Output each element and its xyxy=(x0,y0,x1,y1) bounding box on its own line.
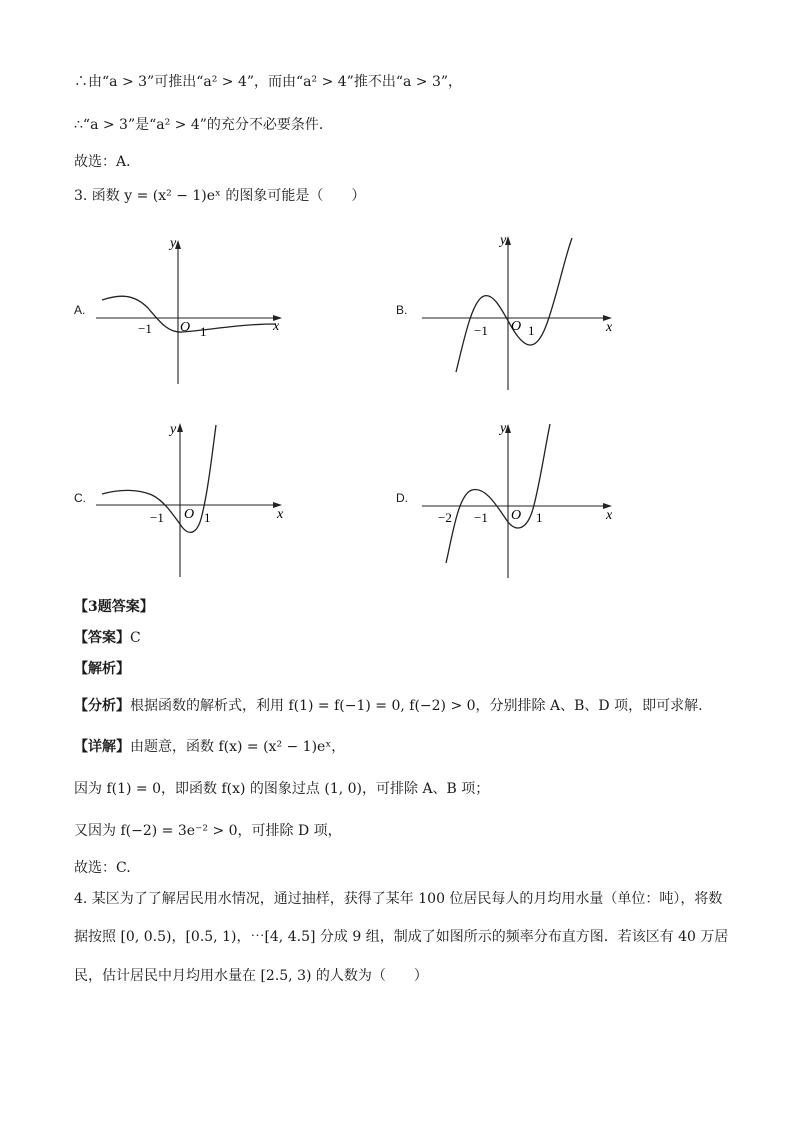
solution-line-2: ∴“a > 3”是“a² > 4”的充分不必要条件． xyxy=(74,117,333,133)
option-d-graph xyxy=(418,418,618,583)
y-label: y xyxy=(500,421,507,436)
tick-1: 1 xyxy=(528,323,535,338)
solution-line-1: ∴由“a > 3”可推出“a² > 4”，而由“a² > 4”推不出“a > 3”， xyxy=(74,74,463,90)
option-d-label: D. xyxy=(396,491,408,505)
tick-neg1: −1 xyxy=(474,323,488,338)
fenxi-line xyxy=(74,696,703,716)
origin-label: O xyxy=(511,319,522,334)
curve xyxy=(446,424,550,563)
tick-neg2: −2 xyxy=(438,510,452,525)
answer-value: C xyxy=(130,630,141,646)
origin-label: O xyxy=(511,508,522,523)
tick-neg1: −1 xyxy=(150,510,164,525)
analysis-tag xyxy=(74,659,130,679)
answer-tag-text: 【3题答案】 xyxy=(74,599,154,615)
xiangjie-line xyxy=(74,737,345,757)
x-label: x xyxy=(277,507,284,522)
origin-label: O xyxy=(180,320,191,335)
option-a-label: A. xyxy=(74,303,86,317)
detail-line-a: 因为 f(1) = 0，即函数 f(x) 的图象过点 (1, 0)，可排除 A、B 项； xyxy=(74,781,490,797)
x-label: x xyxy=(606,320,613,335)
analysis-tag-text: 【解析】 xyxy=(74,661,130,677)
option-b-label: B. xyxy=(396,303,408,317)
tick-1: 1 xyxy=(204,510,211,525)
y-axis-arrow xyxy=(177,423,183,432)
detail-line-b: 又因为 f(−2) = 3e⁻² > 0，可排除 D 项， xyxy=(74,823,342,839)
xiangjie-head: 【详解】 xyxy=(74,739,130,755)
option-c-graph xyxy=(90,415,290,585)
x-label: x xyxy=(606,508,613,523)
solution-line-3: 故选：A． xyxy=(74,154,141,170)
option-c-label: C. xyxy=(74,491,86,505)
tick-1: 1 xyxy=(536,510,543,525)
fenxi-head: 【分析】 xyxy=(74,698,130,714)
option-b-graph xyxy=(418,230,618,395)
question-4-line-3: 民，估计居民中月均用水量在 [2.5, 3) 的人数为（ ） xyxy=(74,968,428,984)
option-a-graph xyxy=(90,232,290,392)
question-3-stem: 3. 函数 y = (x² − 1)eˣ 的图象可能是（ ） xyxy=(74,188,366,204)
y-label: y xyxy=(500,233,507,248)
fenxi-text: 根据函数的解析式，利用 f(1) = f(−1) = 0, f(−2) > 0，分别排除 A、B、D 项，即可求解. xyxy=(130,698,703,714)
tick-neg1: −1 xyxy=(138,321,152,336)
tick-1: 1 xyxy=(200,324,207,339)
origin-label: O xyxy=(184,507,195,522)
question-4-line-1: 4. 某区为了了解居民用水情况，通过抽样，获得了某年 100 位居民每人的月均用水量（单位：吨），将数 xyxy=(74,891,723,907)
answer-head: 【答案】 xyxy=(74,630,130,646)
y-label: y xyxy=(170,422,177,437)
curve xyxy=(456,238,572,372)
y-label: y xyxy=(170,236,177,251)
answer-tag xyxy=(74,597,154,617)
detail-line-c: 故选：C. xyxy=(74,860,131,876)
answer-line xyxy=(74,628,141,648)
tick-neg1: −1 xyxy=(474,510,488,525)
question-4-line-2: 据按照 [0, 0.5)，[0.5, 1)，⋯[4, 4.5] 分成 9 组，制成了如图所示的频率分布直方图．若该区有 40 万居 xyxy=(74,929,729,945)
xiangjie-text: 由题意，函数 f(x) = (x² − 1)eˣ， xyxy=(130,739,346,755)
x-label: x xyxy=(273,319,280,334)
